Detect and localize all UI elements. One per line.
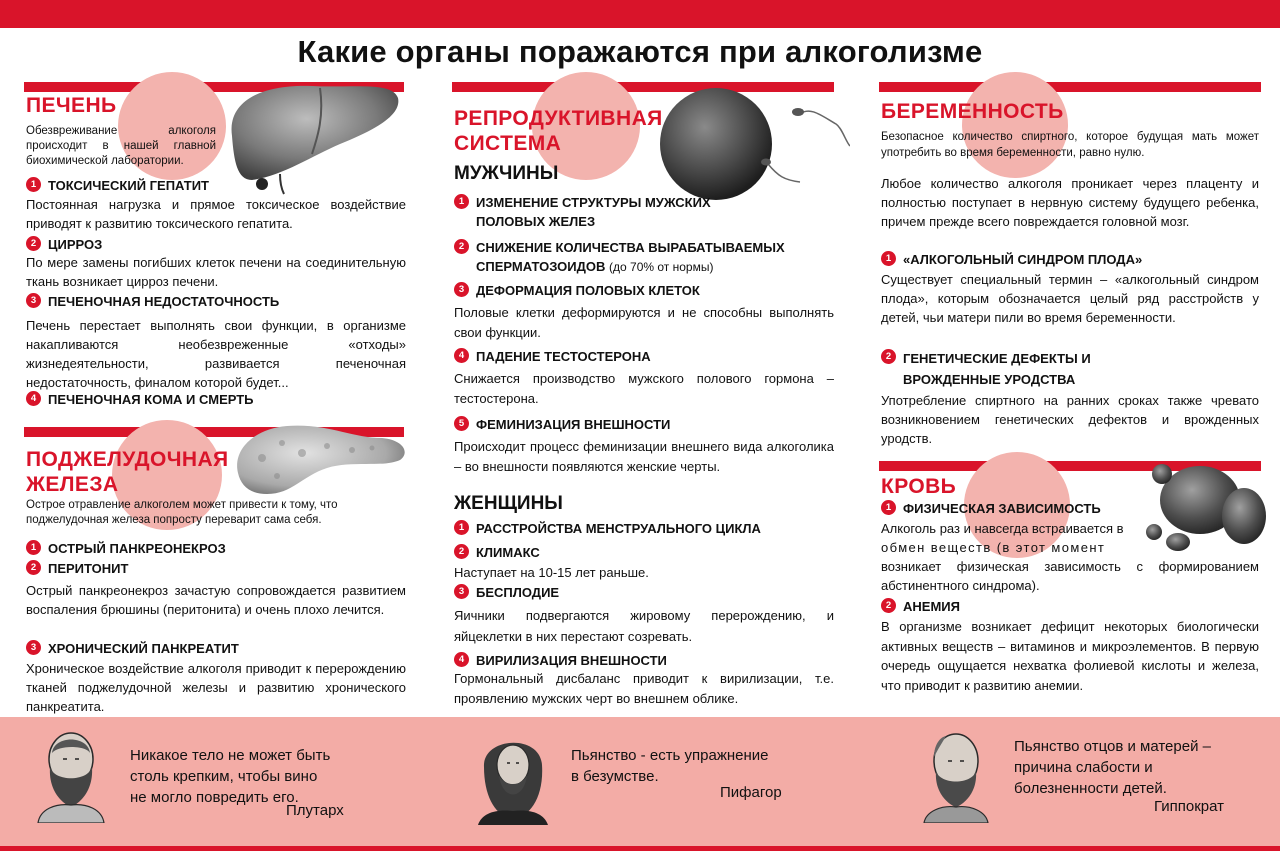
women-item-2: [454, 543, 540, 562]
number-badge: 3: [26, 640, 41, 655]
blood-item-1-text-2: обмен веществ (в этот момент: [881, 540, 1106, 555]
blood-item-1-label: ФИЗИЧЕСКАЯ ЗАВИСИМОСТЬ: [903, 501, 1101, 516]
quote-1-line-1: Никакое тело не может быть: [130, 747, 331, 764]
plutarch-portrait: [30, 727, 112, 823]
quote-2-author: Пифагор: [720, 784, 782, 801]
hippocrates-portrait: [918, 727, 994, 823]
blood-heading: КРОВЬ: [881, 475, 957, 498]
pregnancy-item-1-text: Существует специальный термин – «алкогольный синдром плода», которым обозначается целый ряд расстройств у детей, чьи матери пили во время беременности.: [881, 272, 1259, 325]
pancreas-item-2-label: ПЕРИТОНИТ: [48, 561, 129, 576]
number-badge: 1: [26, 177, 41, 192]
men-item-2-label-1: СНИЖЕНИЕ КОЛИЧЕСТВА ВЫРАБАТЫВАЕМЫХ: [476, 240, 785, 255]
blood-cells-illustration: [1140, 452, 1270, 562]
men-item-2-label-2: СПЕРМАТОЗОИДОВ: [476, 259, 606, 274]
page-title: Какие органы поражаются при алкоголизме: [297, 34, 983, 69]
blood-item-1: [881, 499, 1101, 518]
number-badge: 1: [26, 540, 41, 555]
women-item-3: [454, 583, 559, 602]
liver-intro: Обезвреживание алкоголя происходит в нашей главной биохимической лаборатории.: [26, 125, 216, 167]
pregnancy-divider: [879, 82, 1261, 92]
men-item-4: [454, 347, 651, 366]
men-item-5-label: ФЕМИНИЗАЦИЯ ВНЕШНОСТИ: [476, 417, 671, 432]
quote-3-author: Гиппократ: [1154, 798, 1225, 815]
women-item-4: [454, 651, 667, 670]
quote-3-line-2: причина слабости и: [1014, 759, 1153, 776]
number-badge: 1: [881, 251, 896, 266]
number-badge: 2: [26, 236, 41, 251]
number-badge: 1: [454, 520, 469, 535]
pancreas-heading-1: ПОДЖЕЛУДОЧНАЯ: [26, 448, 229, 471]
pancreas-intro: Острое отравление алкоголем может привести к тому, что поджелудочная железа попросту переварит сама себя.: [26, 499, 338, 526]
pancreas-item-1: [26, 539, 226, 558]
women-item-1: [454, 519, 761, 538]
pregnancy-heading: БЕРЕМЕННОСТЬ: [881, 100, 1064, 123]
liver-item-1-text: Постоянная нагрузка и прямое токсическое воздействие приводят к развитию токсического гепатита.: [26, 197, 406, 231]
number-badge: 4: [454, 348, 469, 363]
quote-3-line-1: Пьянство отцов и матерей –: [1014, 738, 1211, 755]
liver-illustration: [222, 76, 402, 196]
blood-item-1-text-3: возникает физическая зависимость с формированием абстинентного синдрома).: [881, 559, 1259, 593]
liver-item-4-label: ПЕЧЕНОЧНАЯ КОМА И СМЕРТЬ: [48, 392, 254, 407]
men-item-1-label-1: ИЗМЕНЕНИЕ СТРУКТУРЫ МУЖСКИХ: [476, 195, 711, 210]
blood-item-1-text-1: Алкоголь раз и навсегда встраивается в: [881, 521, 1124, 536]
blood-item-2-text: В организме возникает дефицит некоторых биологически активных веществ – витаминов и микроэлементов. В первую очередь ощущается нехватка фолиевой кислоты и железа, что приводит к развитию анемии.: [881, 619, 1259, 693]
quote-1-line-2: столь крепким, чтобы вино: [130, 768, 318, 785]
pregnancy-blob: [962, 72, 1068, 178]
quote-1-author: Плутарх: [286, 802, 344, 819]
liver-item-2: [26, 235, 102, 254]
quote-2-line-2: в безумстве.: [571, 768, 659, 785]
reproductive-heading-1: РЕПРОДУКТИВНАЯ: [454, 107, 663, 130]
number-badge: 4: [26, 391, 41, 406]
reproductive-heading-2: СИСТЕМА: [454, 132, 562, 155]
pregnancy-item-2-text: Употребление спиртного на ранних сроках также чревато возникновением генетических дефектов и врожденных уродств.: [881, 393, 1259, 446]
pregnancy-item-1: [881, 250, 1142, 269]
men-heading: МУЖЧИНЫ: [454, 163, 559, 184]
women-item-3-text: Яичники подвергаются жировому перерождению, и яйцеклетки в них перестают созревать.: [454, 608, 834, 644]
men-item-1-label: [476, 193, 711, 231]
pregnancy-intro: Безопасное количество спиртного, которое будущая мать может употребить во время беременности, равно нулю.: [881, 131, 1259, 159]
men-item-3: [454, 281, 700, 300]
pancreas-illustration: [232, 418, 410, 498]
quote-3-line-3: болезненности детей.: [1014, 780, 1167, 797]
pancreas-item-2-text: Острый панкреонекроз зачастую сопровождается развитием воспаления брюшины (перитонита) и очень плохо лечится.: [26, 583, 406, 617]
men-item-2: [454, 238, 785, 277]
women-heading: ЖЕНЩИНЫ: [454, 493, 563, 514]
number-badge: 3: [454, 584, 469, 599]
liver-item-1: [26, 176, 209, 195]
quote-1: [130, 745, 330, 808]
bottom-red-bar: [0, 846, 1280, 851]
number-badge: 1: [881, 500, 896, 515]
men-item-1-label-2: ПОЛОВЫХ ЖЕЛЕЗ: [476, 214, 596, 229]
quote-2-line-1: Пьянство - есть упражнение: [571, 747, 769, 764]
pregnancy-item-2: [881, 348, 1091, 390]
men-item-3-label: ДЕФОРМАЦИЯ ПОЛОВЫХ КЛЕТОК: [476, 283, 700, 298]
number-badge: 3: [454, 282, 469, 297]
liver-item-3-text: Печень перестает выполнять свои функции, в организме накапливаются необезвреженные «отходы» жизнедеятельности, развивается печеночная недостаточность, финалом которой будет...: [26, 318, 406, 390]
number-badge: 2: [454, 239, 469, 254]
liver-item-4: [26, 390, 254, 409]
pregnancy-item-2-label-2: ВРОЖДЕННЫЕ УРОДСТВА: [903, 372, 1076, 387]
men-item-2-label: [476, 238, 785, 277]
top-red-bar: [0, 0, 1280, 28]
pancreas-item-1-label: ОСТРЫЙ ПАНКРЕОНЕКРОЗ: [48, 541, 226, 556]
number-badge: 4: [454, 652, 469, 667]
men-item-5: [454, 415, 670, 434]
pregnancy-para: Любое количество алкоголя проникает через плаценту и полностью поступает в нервную систему будущего ребенка, причем прежде всего повреждается головной мозг.: [881, 176, 1259, 229]
quote-2: [571, 745, 769, 787]
pythagoras-portrait: [474, 727, 552, 825]
men-item-4-label: ПАДЕНИЕ ТЕСТОСТЕРОНА: [476, 349, 651, 364]
pregnancy-item-2-label: [903, 348, 1091, 390]
pregnancy-item-1-label: «АЛКОГОЛЬНЫЙ СИНДРОМ ПЛОДА»: [903, 252, 1143, 267]
liver-item-2-label: ЦИРРОЗ: [48, 237, 103, 252]
men-item-4-text: Снижается производство мужского полового гормона – тестостерона.: [454, 371, 834, 406]
number-badge: 2: [454, 544, 469, 559]
number-badge: 2: [881, 349, 896, 364]
women-item-3-label: БЕСПЛОДИЕ: [476, 585, 560, 600]
quote-3: [1014, 736, 1211, 799]
liver-item-3-label: ПЕЧЕНОЧНАЯ НЕДОСТАТОЧНОСТЬ: [48, 294, 280, 309]
women-item-1-label: РАССТРОЙСТВА МЕНСТРУАЛЬНОГО ЦИКЛА: [476, 521, 761, 536]
pancreas-item-3-label: ХРОНИЧЕСКИЙ ПАНКРЕАТИТ: [48, 641, 239, 656]
liver-item-1-label: ТОКСИЧЕСКИЙ ГЕПАТИТ: [48, 178, 210, 193]
liver-item-2-text: По мере замены погибших клеток печени на соединительную ткань возникает цирроз печени.: [26, 255, 406, 289]
liver-item-3: [26, 292, 279, 311]
pancreas-item-3-text: Хроническое воздействие алкоголя приводит к перерождению тканей поджелудочной железы и развитию хронического панкреатита.: [26, 661, 406, 714]
men-item-2-note: (до 70% от нормы): [609, 260, 714, 274]
women-item-4-text: Гормональный дисбаланс приводит к вирилизации, т.е. проявлению мужских черт во внешнем облике.: [454, 671, 834, 706]
men-item-5-text: Происходит процесс феминизации внешнего вида алкоголика – во внешности появляются женские черты.: [454, 439, 834, 474]
women-item-4-label: ВИРИЛИЗАЦИЯ ВНЕШНОСТИ: [476, 653, 667, 668]
blood-item-2-label: АНЕМИЯ: [903, 599, 960, 614]
pancreas-item-3: [26, 639, 239, 658]
pancreas-item-2: [26, 559, 128, 578]
men-item-1: [454, 193, 711, 231]
women-item-2-text: Наступает на 10-15 лет раньше.: [454, 565, 649, 580]
number-badge: 2: [26, 560, 41, 575]
women-item-2-label: КЛИМАКС: [476, 545, 540, 560]
liver-heading: ПЕЧЕНЬ: [26, 94, 117, 117]
number-badge: 1: [454, 194, 469, 209]
blood-item-2: [881, 597, 960, 616]
men-item-3-text: Половые клетки деформируются и не способны выполнять свои функции.: [454, 305, 834, 340]
pregnancy-item-2-label-1: ГЕНЕТИЧЕСКИЕ ДЕФЕКТЫ И: [903, 351, 1091, 366]
number-badge: 3: [26, 293, 41, 308]
number-badge: 2: [881, 598, 896, 613]
quote-1-line-3: не могло повредить его.: [130, 789, 299, 806]
pancreas-heading-2: ЖЕЛЕЗА: [26, 473, 119, 496]
number-badge: 5: [454, 416, 469, 431]
